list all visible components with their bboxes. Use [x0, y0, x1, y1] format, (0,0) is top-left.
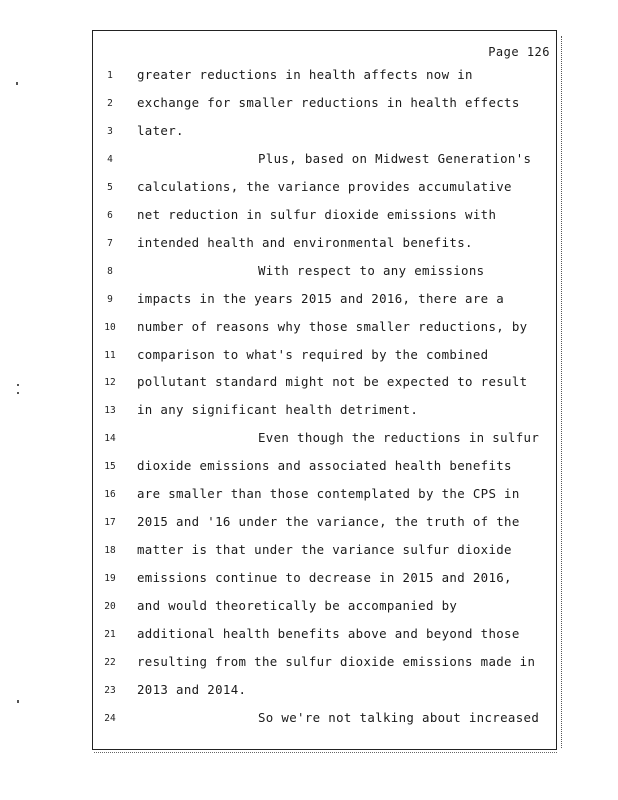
- transcript-line: [93, 486, 556, 506]
- line-text: number of reasons why those smaller reductions, by: [137, 318, 528, 334]
- scan-mark: [17, 700, 19, 703]
- line-number: 20: [104, 601, 116, 613]
- transcript-line: [93, 598, 556, 618]
- transcript-line: [93, 542, 556, 562]
- line-text: intended health and environmental benefits.: [137, 234, 473, 250]
- line-number: 22: [104, 656, 116, 668]
- line-text: comparison to what's required by the combined: [137, 346, 489, 362]
- transcript-line: [93, 514, 556, 534]
- line-text: 2015 and '16 under the variance, the truth of the: [137, 514, 520, 530]
- line-text: So we're not talking about increased: [258, 709, 540, 725]
- transcript-line: [93, 570, 556, 590]
- line-number: 13: [104, 405, 116, 417]
- line-number: 19: [104, 573, 116, 585]
- line-number: 21: [104, 629, 116, 640]
- transcript-line: [93, 291, 556, 311]
- line-number: 4: [107, 153, 113, 165]
- transcript-line: [93, 430, 556, 450]
- line-text: With respect to any emissions: [258, 262, 485, 278]
- transcript-line: [93, 235, 556, 255]
- line-number: 5: [107, 181, 113, 193]
- transcript-line: [93, 374, 556, 394]
- line-text: emissions continue to decrease in 2015 and 2016,: [137, 570, 512, 586]
- bottom-edge-border: [94, 752, 557, 753]
- page-number: Page 126: [488, 45, 550, 59]
- line-number: 24: [104, 712, 116, 724]
- transcript-line: [93, 347, 556, 367]
- scan-mark: [16, 82, 18, 85]
- line-number: 9: [107, 293, 113, 305]
- transcript-line: [93, 263, 556, 283]
- line-text: and would theoretically be accompanied by: [137, 598, 458, 614]
- line-text: later.: [137, 122, 184, 138]
- line-text: resulting from the sulfur dioxide emissions made in: [137, 653, 536, 669]
- line-number: 10: [104, 321, 116, 333]
- line-text: matter is that under the variance sulfur dioxide: [137, 542, 512, 558]
- transcript-line: [93, 95, 556, 115]
- transcript-line: [93, 710, 556, 730]
- line-number: 17: [104, 517, 116, 529]
- line-text: pollutant standard might not be expected to result: [137, 374, 528, 390]
- transcript-line: [93, 402, 556, 422]
- line-text: 2013 and 2014.: [137, 681, 247, 697]
- transcript-line: [93, 319, 556, 339]
- line-text: greater reductions in health affects now in: [137, 67, 473, 82]
- line-text: in any significant health detriment.: [137, 402, 419, 418]
- transcript-line: [93, 458, 556, 478]
- line-text: dioxide emissions and associated health benefits: [137, 458, 512, 474]
- scan-mark: [17, 392, 19, 394]
- line-text: additional health benefits above and beyond those: [137, 626, 520, 641]
- transcript-page: [92, 30, 557, 750]
- right-edge-border: [561, 36, 562, 748]
- transcript-line: [93, 626, 556, 646]
- line-text: impacts in the years 2015 and 2016, there are a: [137, 290, 505, 306]
- line-number: 12: [104, 377, 116, 389]
- line-text: net reduction in sulfur dioxide emissions with: [137, 206, 497, 222]
- line-number: 7: [107, 237, 113, 249]
- line-number: 3: [107, 125, 113, 137]
- scan-mark: [17, 384, 19, 386]
- line-text: calculations, the variance provides accumulative: [137, 178, 512, 194]
- line-number: 2: [107, 97, 113, 109]
- line-number: 15: [104, 461, 116, 473]
- transcript-line: [93, 207, 556, 227]
- line-text: are smaller than those contemplated by the CPS in: [137, 486, 520, 502]
- transcript-line: [93, 179, 556, 199]
- line-number: 18: [104, 545, 116, 557]
- line-number: 16: [104, 489, 116, 501]
- transcript-line: [93, 123, 556, 143]
- line-number: 11: [104, 349, 116, 361]
- line-number: 8: [107, 265, 113, 277]
- line-text: Plus, based on Midwest Generation's: [258, 150, 532, 166]
- transcript-line: [93, 654, 556, 674]
- line-number: 14: [104, 433, 116, 445]
- line-text: Even though the reductions in sulfur: [258, 430, 540, 446]
- line-number: 23: [104, 684, 116, 696]
- line-number: 6: [107, 209, 113, 221]
- transcript-line: [93, 151, 556, 171]
- line-text: exchange for smaller reductions in health effects: [137, 94, 520, 110]
- line-number: 1: [107, 70, 113, 81]
- transcript-line: [93, 682, 556, 702]
- transcript-line: [93, 67, 556, 87]
